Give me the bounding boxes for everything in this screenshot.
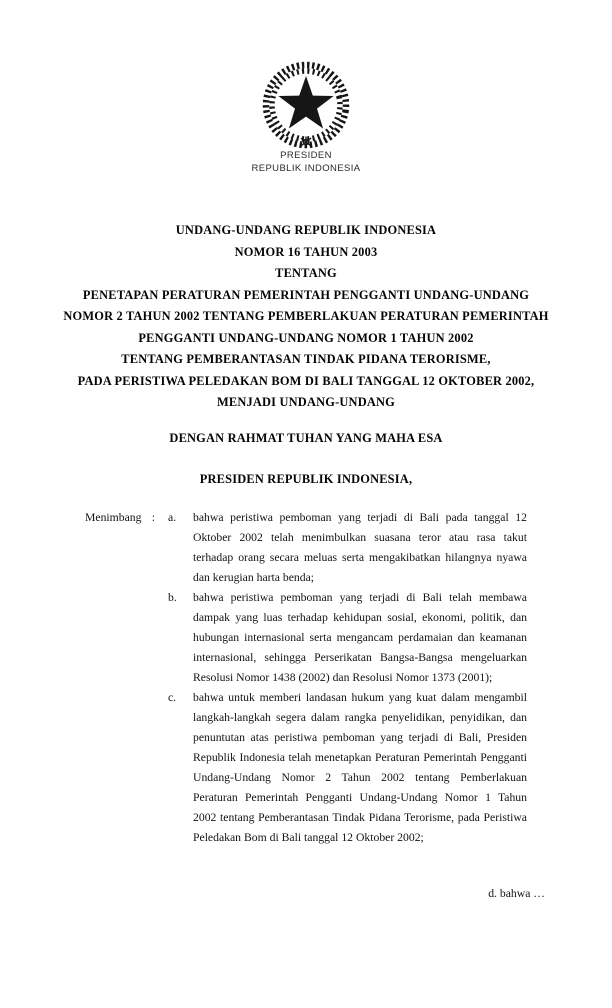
item-marker: a. (168, 511, 177, 524)
title-line: PADA PERISTIWA PELEDAKAN BOM DI BALI TANGGAL 12 OKTOBER 2002, (77, 373, 535, 388)
considerations-section (85, 508, 527, 848)
title-line: UNDANG-UNDANG REPUBLIK INDONESIA (175, 223, 437, 237)
document-title (30, 220, 582, 414)
title-line: TENTANG (275, 266, 337, 280)
consideration-item-a (168, 508, 527, 588)
item-marker: c. (168, 691, 177, 704)
consideration-item-c (168, 688, 527, 848)
title-line: NOMOR 16 TAHUN 2003 (234, 244, 378, 259)
considerations-label-text: Menimbang (85, 511, 142, 524)
title-line: NOMOR 2 TAHUN 2002 TENTANG PEMBERLAKUAN PERATURAN PEMERINTAH (63, 309, 549, 323)
letterhead-presiden: PRESIDEN (280, 150, 332, 161)
authority-line: PRESIDEN REPUBLIK INDONESIA, (199, 472, 413, 486)
considerations-label (85, 508, 168, 528)
invocation-line: DENGAN RAHMAT TUHAN YANG MAHA ESA (169, 431, 443, 445)
title-line: PENETAPAN PERATURAN PEMERINTAH PENGGANTI UNDANG-UNDANG (82, 287, 530, 302)
item-text: bahwa peristiwa pemboman yang terjadi di Bali pada tanggal 12 Oktober 2002 telah menimbulkan suasana teror atau rasa takut terhadap orang secara meluas serta mengakibatkan hilangnya nyawa dan kerugian harta benda; (193, 511, 527, 584)
letterhead (0, 149, 612, 175)
considerations-colon: : (151, 511, 155, 524)
star-icon (278, 76, 333, 129)
star-wreath-emblem-icon (259, 58, 353, 152)
title-line: PENGGANTI UNDANG-UNDANG NOMOR 1 TAHUN 2002 (138, 330, 474, 345)
item-text: bahwa untuk memberi landasan hukum yang kuat dalam mengambil langkah-langkah segera dalam rangka penyelidikan, penyidikan, dan penuntutan atas peristiwa pemboman yang terjadi di Bali, Presiden Republik Indonesia telah menetapkan Peraturan Pemerintah Pengganti Undang-Undang Nomor 2 Tahun 2002 tentang Pemberlakuan Peraturan Pemerintah Pengganti Undang-Undang Nomor 1 Tahun 2002 tentang Pemberantasan Tindak Pidana Terorisme, pada Peristiwa Peledakan Bom di Bali tanggal 12 Oktober 2002; (193, 691, 527, 844)
letterhead-republik-indonesia: REPUBLIK INDONESIA (251, 163, 361, 174)
presidential-emblem (0, 58, 612, 152)
considerations-list (168, 508, 527, 848)
consideration-item-b (168, 588, 527, 688)
item-text: bahwa peristiwa pemboman yang terjadi di Bali telah membawa dampak yang luas terhadap kehidupan sosial, ekonomi, politik, dan hubungan internasional serta mengancam perdamaian dan keamanan internasional, sehingga Perserikatan Bangsa-Bangsa mengeluarkan Resolusi Nomor 1438 (2002) dan Resolusi Nomor 1373 (2001); (193, 591, 527, 684)
catchword: d. bahwa … (488, 887, 545, 900)
title-line: TENTANG PEMBERANTASAN TINDAK PIDANA TERORISME, (121, 352, 491, 366)
item-marker: b. (168, 591, 177, 604)
title-line: MENJADI UNDANG-UNDANG (216, 395, 395, 409)
